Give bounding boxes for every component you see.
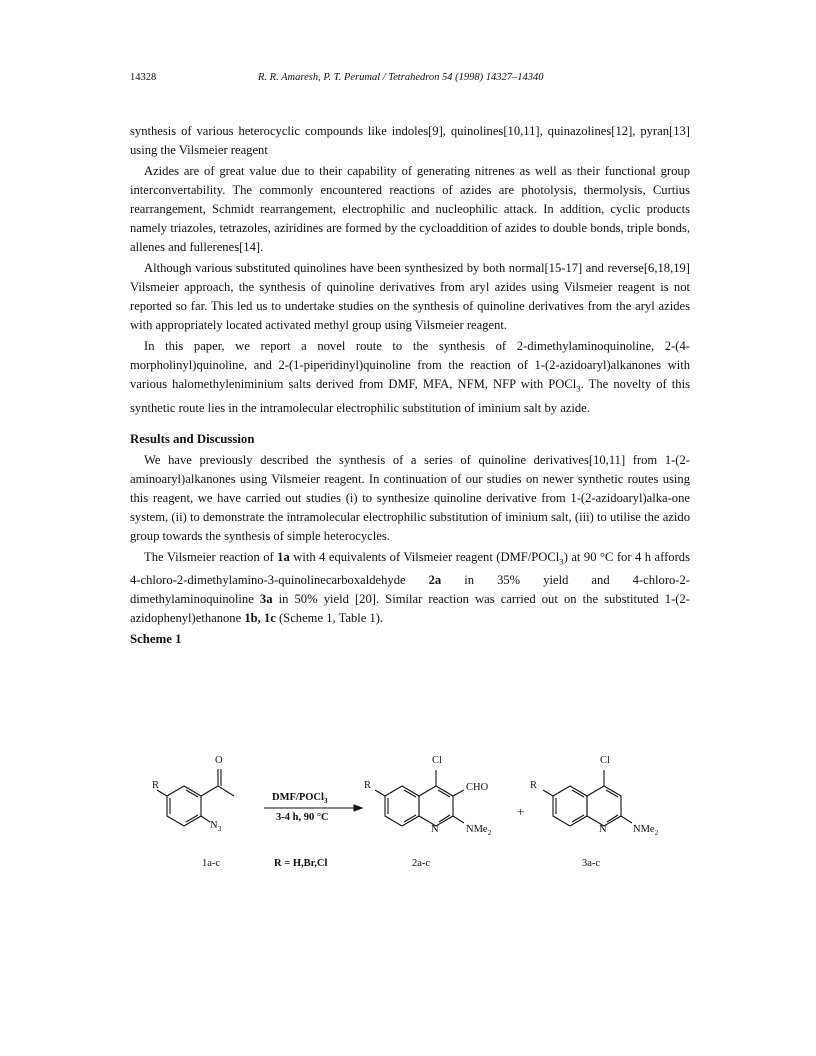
arrow-head <box>354 805 362 811</box>
text-segment: with 4 equivalents of Vilsmeier reagent (DMF/POCl <box>289 549 560 564</box>
paragraph-vilsmeier-reaction <box>130 548 690 629</box>
bond <box>453 816 464 823</box>
section-heading: Results and Discussion <box>130 431 255 446</box>
reaction-scheme <box>130 752 690 882</box>
text-segment: (Scheme 1, Table 1). <box>275 611 384 626</box>
subscript: 2 <box>654 828 659 838</box>
nitrogen-label: N <box>431 824 439 835</box>
substituent-r-label: R <box>364 780 372 791</box>
aldehyde-label: CHO <box>466 782 489 793</box>
compound-label-2: 2a-c <box>412 858 431 869</box>
text-segment: . The novelty of this synthetic route lies in the intramolecular electrophilic substitution of iminium salt by azide. <box>130 377 690 415</box>
running-head: R. R. Amaresh, P. T. Perumal / Tetrahedron 54 (1998) 14327–14340 <box>258 72 544 83</box>
article-body <box>130 122 690 649</box>
text-segment: In this paper, we report a novel route to the synthesis of 2-dimethylaminoquinoline, 2-(4-morpholinyl)quinoline, and 2-(1-piperidinyl)quinoline from the reaction of 1-(2-azidoaryl)alkanones with various halomethyleniminium salts derived from DMF, MFA, NFM, NFP with POCl <box>130 339 690 391</box>
scheme-heading: Scheme 1 <box>130 632 182 647</box>
reagent-label <box>272 792 328 805</box>
compound-ref: 1a <box>277 549 290 564</box>
quinoline-ring-2a <box>385 786 419 826</box>
paragraph-previous-work: We have previously described the synthesis of a series of quinoline derivatives[10,11] from 1-(2-aminoaryl)alkanones using Vilsmeier reagent. In continuation of our studies on newer synthetic routes using this reagent, we have carried out studies (i) to synthesize quinoline derivative from 1-(2-azidoaryl)alka-one system, (ii) to demonstrate the intramolecular electrophilic substitution of iminium salt, (iii) to utilise the azido group towards the synthesis of simple heterocycles. <box>130 452 690 543</box>
bond <box>201 816 210 822</box>
chlorine-label: Cl <box>600 755 610 766</box>
chlorine-label: Cl <box>432 755 442 766</box>
subscript: 3 <box>217 824 222 834</box>
bond <box>543 790 553 796</box>
text-segment: N <box>210 820 218 831</box>
text-segment: DMF/POCl <box>272 792 324 803</box>
subscript: 3 <box>323 796 328 806</box>
quinoline-ring-3b <box>587 786 621 826</box>
dimethylamino-label <box>466 824 491 837</box>
paragraph-quinolines: Although various substituted quinolines have been synthesized by both normal[15-17] and reverse[6,18,19] Vilsmeier approach, the synthesis of quinoline derivatives from aryl azides using Vilsmeier reagent is not reported so far. This led us to undertake studies on the synthesis of quinoline derivatives from the aryl azides with appropriately located activated methyl group using Vilsmeier reagent. <box>130 261 690 332</box>
paragraph-azides: Azides are of great value due to their capability of generating nitrenes as well as their functional group interconvertability. The commonly encountered reactions of azides are photolysis, thermolysis, Curtius rearrangement, Schmidt rearrangement, electrophilic and nucleophilic attack. In addition, cyclic products namely triazoles, tetrazoles, aziridines are formed by the cycloaddition of azides to double bonds, triple bonds, allenes and fullerenes[14]. <box>130 164 690 254</box>
compound-label-1: 1a-c <box>202 858 221 869</box>
compound-ref: 1b, 1c <box>244 611 276 626</box>
bond <box>453 790 464 796</box>
subscript: 3 <box>559 556 564 567</box>
text-segment: in 50% yield [20]. Similar reaction was carried out on the substituted 1-(2-azidophenyl)ethanone <box>130 592 690 626</box>
quinoline-ring-2b <box>419 786 453 826</box>
paragraph-continuation: synthesis of various heterocyclic compounds like indoles[9], quinolines[10,11], quinazolines[12], pyran[13] using the Vilsmeier reagent <box>130 124 690 157</box>
dimethylamino-label <box>633 824 658 837</box>
nitrogen-label: N <box>599 824 607 835</box>
compound-ref: 3a <box>259 592 273 607</box>
benzene-ring-1 <box>167 786 201 826</box>
page-number: 14328 <box>130 72 157 83</box>
text-segment: ) at 90 °C for 4 h affords 4-chloro-2-dimethylamino-3-quinolinecarboxaldehyde <box>130 549 690 588</box>
compound-label-3: 3a-c <box>582 858 601 869</box>
substituent-definition: R = H,Br,Cl <box>274 858 328 869</box>
text-segment: in 35% yield and 4-chloro-2-dimethylaminoquinoline <box>130 573 690 607</box>
azide-label <box>210 820 221 833</box>
compound-ref: 2a <box>428 573 442 588</box>
quinoline-ring-3a <box>553 786 587 826</box>
conditions-label: 3-4 h, 90 °C <box>276 812 329 823</box>
text-segment: The Vilsmeier reaction of <box>144 549 278 564</box>
subscript: 2 <box>487 828 492 838</box>
bond <box>375 790 385 796</box>
oxygen-label: O <box>215 755 223 766</box>
substituent-r-label: R <box>152 780 160 791</box>
substituent-r-label: R <box>530 780 538 791</box>
paragraph-novel-route <box>130 337 690 418</box>
text-segment: NMe <box>466 824 488 835</box>
bond <box>218 786 234 796</box>
subscript: 3 <box>576 383 581 394</box>
bond <box>621 816 632 823</box>
plus-sign: + <box>517 804 525 819</box>
bond <box>201 786 218 796</box>
text-segment: NMe <box>633 824 655 835</box>
